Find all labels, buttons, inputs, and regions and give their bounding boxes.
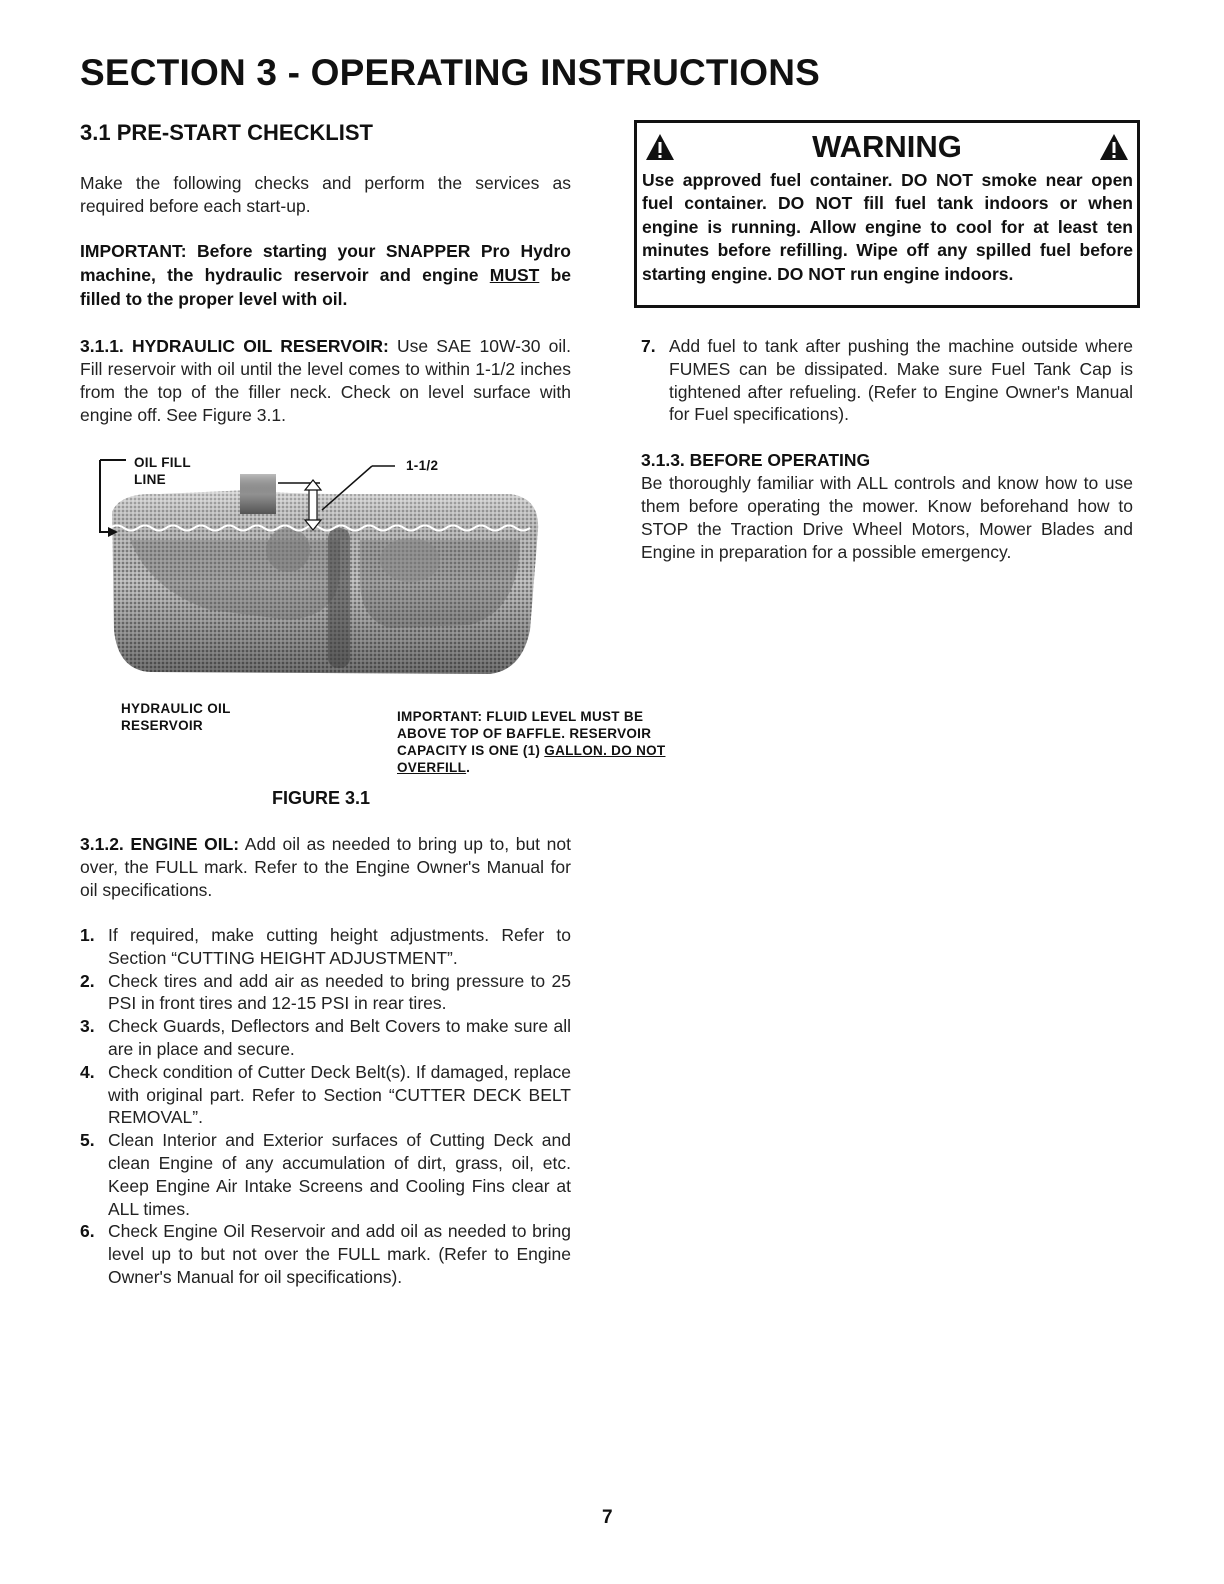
reservoir-label: HYDRAULIC OIL RESERVOIR [121, 701, 231, 733]
step-number: 6. [80, 1221, 95, 1242]
hydraulic-text: Use SAE 10W-30 oil. Fill reservoir with oil until the level comes to within 1-1/2 inches from the top of the filler neck. Check on level surface with engine off. See Figure 3.1. [80, 336, 571, 425]
step-number: 1. [80, 925, 95, 945]
oil-fill-line-label: OIL FILL LINE [134, 455, 191, 487]
step-text: If required, make cutting height adjustments. Refer to Section “CUTTING HEIGHT ADJUSTMENT”. [108, 925, 571, 968]
reservoir-figure [90, 450, 570, 685]
checklist-steps [80, 924, 571, 1289]
fluid-level-note-text: IMPORTANT: FLUID LEVEL MUST BE ABOVE TOP OF BAFFLE. RESERVOIR CAPACITY IS ONE (1) [397, 709, 652, 758]
warning-triangle-icon [1099, 133, 1129, 161]
step-number: 2. [80, 970, 95, 991]
before-operating-section [641, 449, 1133, 564]
important-notice [80, 239, 571, 311]
warning-box [634, 120, 1140, 308]
step-number: 7. [641, 336, 656, 356]
before-operating-label: 3.1.3. BEFORE OPERATING [641, 450, 871, 470]
hydraulic-label: 3.1.1. HYDRAULIC OIL RESERVOIR: [80, 336, 389, 356]
list-item [80, 1061, 571, 1129]
fluid-level-note [397, 708, 667, 776]
engine-oil-paragraph [80, 833, 571, 902]
warning-title: WARNING [812, 129, 962, 164]
list-item [80, 1129, 571, 1220]
important-text-2: be filled to the proper level with oil. [80, 265, 571, 309]
important-must: MUST [489, 265, 540, 285]
figure-caption: FIGURE 3.1 [272, 788, 371, 808]
list-item [80, 1015, 571, 1061]
warning-text: Use approved fuel container. DO NOT smoke near open fuel container. DO NOT fill fuel tank indoors or when engine is running. Allow engine to cool for at least ten minutes before refilling. Wipe off any spilled fuel before starting engine. DO NOT run engine indoors. [642, 170, 1133, 284]
dimension-label: 1-1/2 [406, 458, 439, 473]
step-text: Check Guards, Deflectors and Belt Covers to make sure all are in place and secure. [108, 1016, 571, 1059]
hydraulic-paragraph [80, 335, 571, 427]
step-text: Add fuel to tank after pushing the machine outside where FUMES can be dissipated. Make sure Fuel Tank Cap is tightened after refueling. (Refer to Engine Owner's Manual for Fuel specifications). [669, 336, 1133, 425]
fluid-level-note-end: . [466, 760, 471, 775]
checklist-heading: 3.1 PRE-START CHECKLIST [80, 120, 373, 145]
intro-paragraph: Make the following checks and perform the services as required before each start-up. [80, 173, 571, 216]
step-text: Check Engine Oil Reservoir and add oil as needed to bring level up to but not over the FULL mark. (Refer to Engine Owner's Manual for oil specifications). [108, 1221, 571, 1287]
step-text: Clean Interior and Exterior surfaces of Cutting Deck and clean Engine of any accumulation of dirt, grass, oil, etc. Keep Engine Air Intake Screens and Cooling Fins clear at ALL times. [108, 1130, 571, 1219]
page-number: 7 [602, 1507, 613, 1528]
list-item [80, 924, 571, 970]
important-text-1: IMPORTANT: Before starting your SNAPPER Pro Hydro machine, the hydraulic reservoir and engine [80, 241, 571, 285]
do-not-overfill: GALLON. DO NOT OVERFILL [397, 743, 666, 775]
engine-oil-label: 3.1.2. ENGINE OIL: [80, 834, 240, 854]
list-item [641, 335, 1133, 426]
engine-oil-text: Add oil as needed to bring up to, but not over, the FULL mark. Refer to the Engine Owner's Manual for oil specifications. [80, 834, 571, 900]
step-number: 3. [80, 1016, 95, 1037]
before-operating-text: Be thoroughly familiar with ALL controls and know how to use them before operating the mower. Know beforehand how to STOP the Traction Drive Wheel Motors, Mower Blades and Engine in preparation for a possible emergency. [641, 473, 1133, 562]
step-text: Check tires and add air as needed to bring pressure to 25 PSI in front tires and 12-15 PSI in rear tires. [108, 970, 571, 1014]
step-7 [641, 335, 1133, 426]
list-item [80, 1220, 571, 1288]
step-number: 4. [80, 1061, 95, 1082]
step-number: 5. [80, 1130, 95, 1151]
list-item [80, 970, 571, 1016]
section-heading: SECTION 3 - OPERATING INSTRUCTIONS [80, 52, 820, 93]
step-text: Check condition of Cutter Deck Belt(s). If damaged, replace with original part. Refer to Section “CUTTER DECK BELT REMOVAL”. [108, 1061, 571, 1128]
